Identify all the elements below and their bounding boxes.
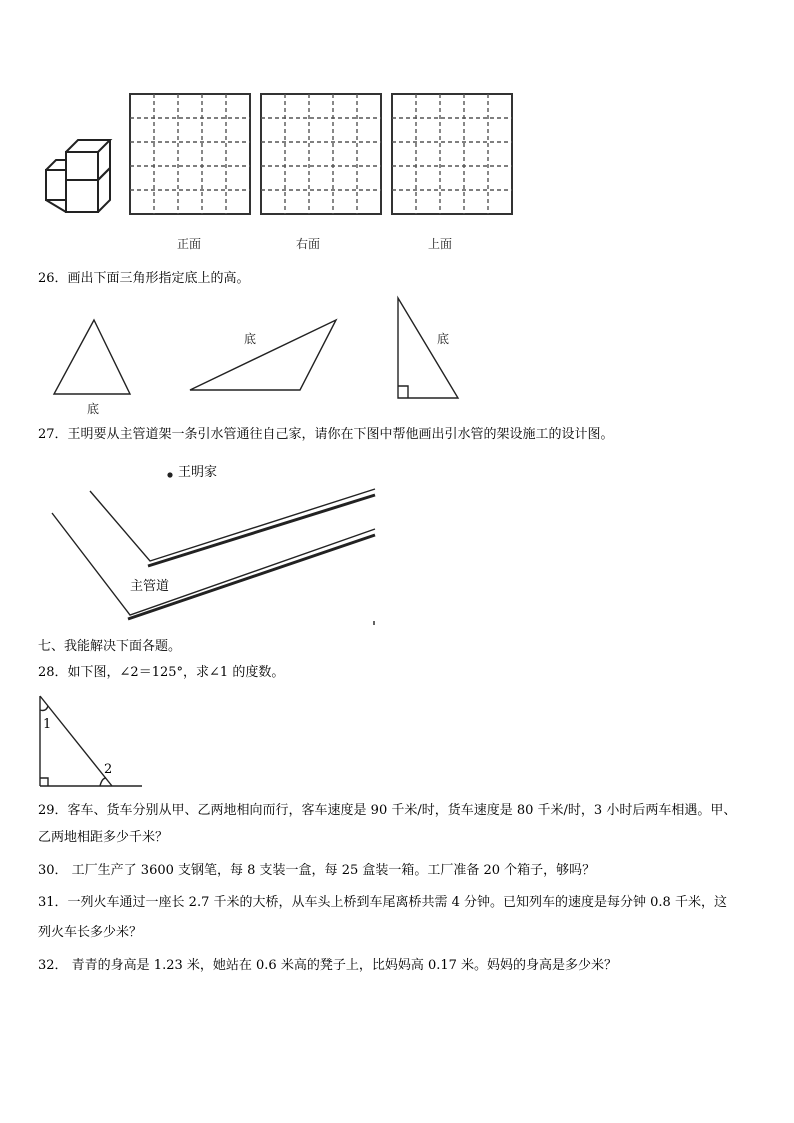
label-right-view: 右面: [296, 237, 321, 251]
grid-right[interactable]: [261, 94, 381, 216]
grid-front[interactable]: [130, 94, 250, 216]
main-pipe-label: 主管道: [130, 579, 170, 594]
question-30: 30． 工厂生产了 3600 支钢笔，每 8 支装一盒，每 25 盒装一箱。工厂准备 20 个箱子，够吗？: [38, 863, 596, 878]
angle-1-label: 1: [43, 717, 52, 732]
triangles-figure[interactable]: [0, 290, 794, 420]
house-label: 王明家: [178, 465, 218, 480]
question-28: 28．如下图，∠2＝125°，求∠1 的度数。: [38, 665, 285, 680]
pipe-figure[interactable]: [0, 455, 794, 625]
triangle-2-base-label: 底: [244, 332, 257, 346]
angle-2-label: 2: [104, 762, 113, 777]
triangle-1-base-label: 底: [87, 402, 100, 416]
triangle-3-base-label: 底: [437, 332, 450, 346]
label-front-view: 正面: [177, 237, 202, 251]
label-top-view: 上面: [428, 237, 453, 251]
grid-top[interactable]: [392, 94, 512, 216]
section-7-heading: 七、我能解决下面各题。: [38, 639, 182, 654]
angle-figure[interactable]: [0, 690, 794, 790]
question-29-line-2: 乙两地相距多少千米？: [38, 830, 169, 845]
question-32: 32． 青青的身高是 1.23 米，她站在 0.6 米高的凳子上，比妈妈高 0.17 米。妈妈的身高是多少米？: [38, 958, 618, 973]
question-26: 26．画出下面三角形指定底上的高。: [38, 271, 250, 286]
question-31-line-2: 列火车长多少米？: [38, 925, 143, 940]
question-31-line-1: 31．一列火车通过一座长 2.7 千米的大桥，从车头上桥到车尾离桥共需 4 分钟。已知列车的速度是每分钟 0.8 千米，这: [38, 895, 727, 910]
question-27: 27．王明要从主管道架一条引水管通往自己家，请你在下图中帮他画出引水管的架设施工的设计图。: [38, 427, 614, 442]
question-29-line-1: 29．客车、货车分别从甲、乙两地相向而行，客车速度是 90 千米/时，货车速度是 80 千米/时，3 小时后两车相遇。甲、: [38, 803, 737, 818]
